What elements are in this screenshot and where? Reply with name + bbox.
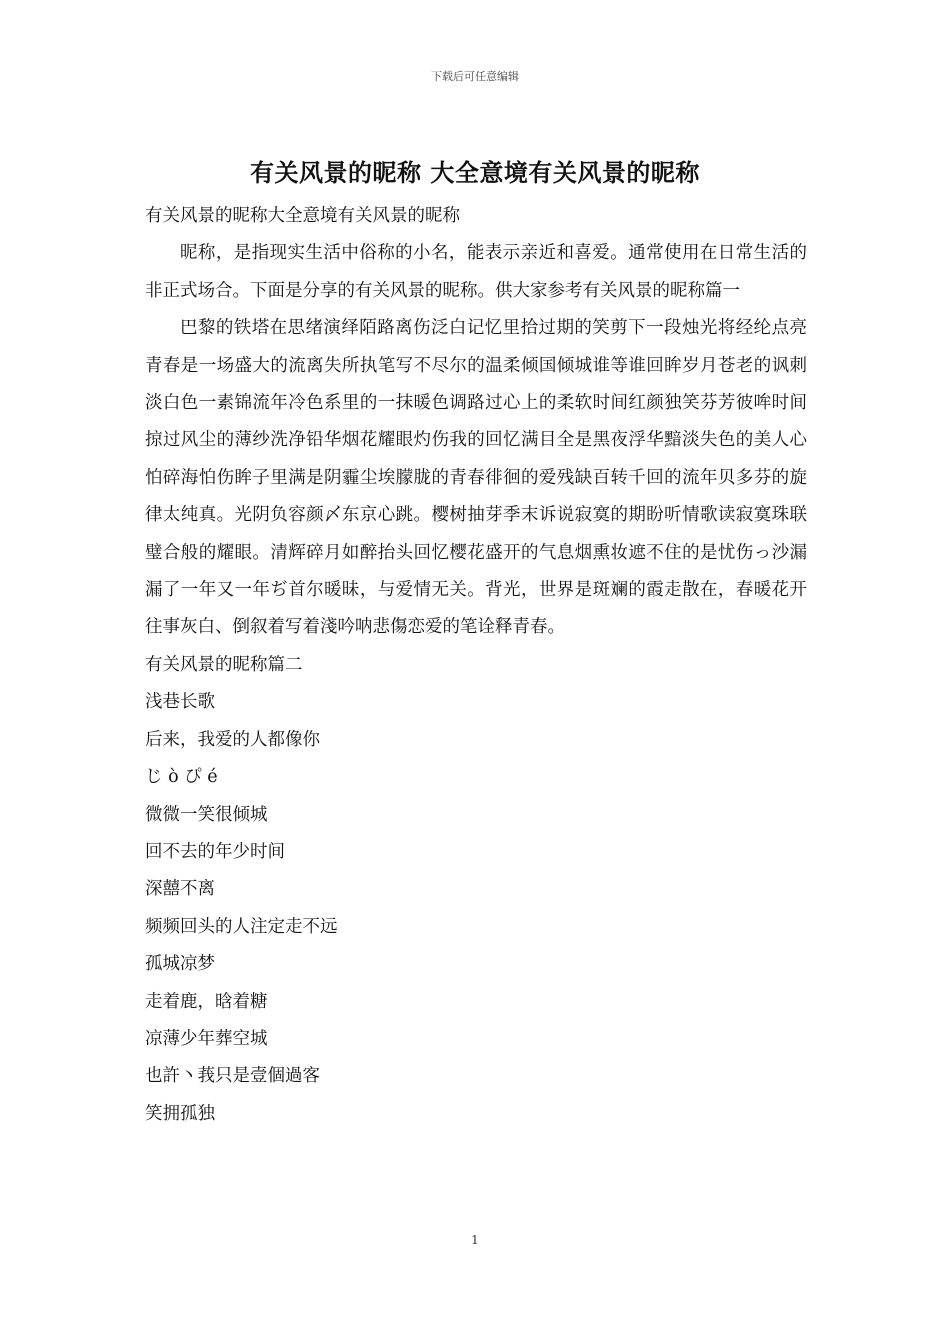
document-title: 有关风景的昵称 大全意境有关风景的昵称 xyxy=(250,158,700,187)
nickname-line: 走着鹿，晗着糖 xyxy=(145,991,268,1012)
nickname-line: 凉薄少年葬空城 xyxy=(145,1028,268,1049)
section-two-heading: 有关风景的昵称篇二 xyxy=(145,654,303,675)
page-header-note: 下载后可任意编辑 xyxy=(431,70,519,83)
nickname-line: じ ò ぴ é xyxy=(145,767,218,788)
nickname-line: 后来，我爱的人都像你 xyxy=(145,729,320,750)
page-number: 1 xyxy=(471,1233,479,1247)
section-one-paragraph: 巴黎的铁塔在思绪演绎陌路离伤泛白记忆里拾过期的笑剪下一段烛光将经纶点亮青春是一场盛大的流离失所执笔写不尽尔的温柔倾国倾城谁等谁回眸岁月苍老的讽刺淡白色一素锦流年冷色系里的一抹暖色调路过心上的柔软时间红颜独笑芬芳彼哞时间掠过风尘的薄纱洗净铅华烟花耀眼灼伤我的回忆满目全是黑夜浮华黯淡失色的美人心怕碎海怕伤眸子里满是阴霾尘埃朦胧的青春徘徊的爱残缺百转千回的流年贝多芬的旋律太纯真。光阴负容颜〆东京心跳。樱树抽芽季末诉说寂寞的期盼听情歌读寂寞珠联璧合般的耀眼。清辉碎月如醉抬头回忆樱花盛开的气息烟熏妆遮不住的是忧伤っ沙漏漏了一年又一年ぢ首尔暖昧，与爱情无关。背光，世界是斑斓的霞走散在，春暖花开往事灰白、倒叙着写着淺吟呐悲傷恋爱的笔诠释青春。 xyxy=(145,318,807,638)
document-subtitle: 有关风景的昵称大全意境有关风景的昵称 xyxy=(145,206,460,226)
intro-paragraph: 昵称，是指现实生活中俗称的小名，能表示亲近和喜爱。通常使用在日常生活的非正式场合。下面是分享的有关风景的昵称。供大家参考有关风景的昵称篇一 xyxy=(145,243,807,301)
document-body xyxy=(145,198,807,1133)
nickname-line: 微微一笑很倾城 xyxy=(145,804,268,825)
nickname-line: 浅巷长歌 xyxy=(145,692,215,713)
nickname-line: 也許丶莪只是壹個過客 xyxy=(145,1066,320,1087)
nickname-line: 深囍不离 xyxy=(145,879,215,900)
nickname-line: 频频回头的人注定走不远 xyxy=(145,916,338,937)
nickname-line: 孤城凉梦 xyxy=(145,954,215,975)
nickname-line: 笑拥孤独 xyxy=(145,1103,215,1124)
nickname-line: 回不去的年少时间 xyxy=(145,841,285,862)
